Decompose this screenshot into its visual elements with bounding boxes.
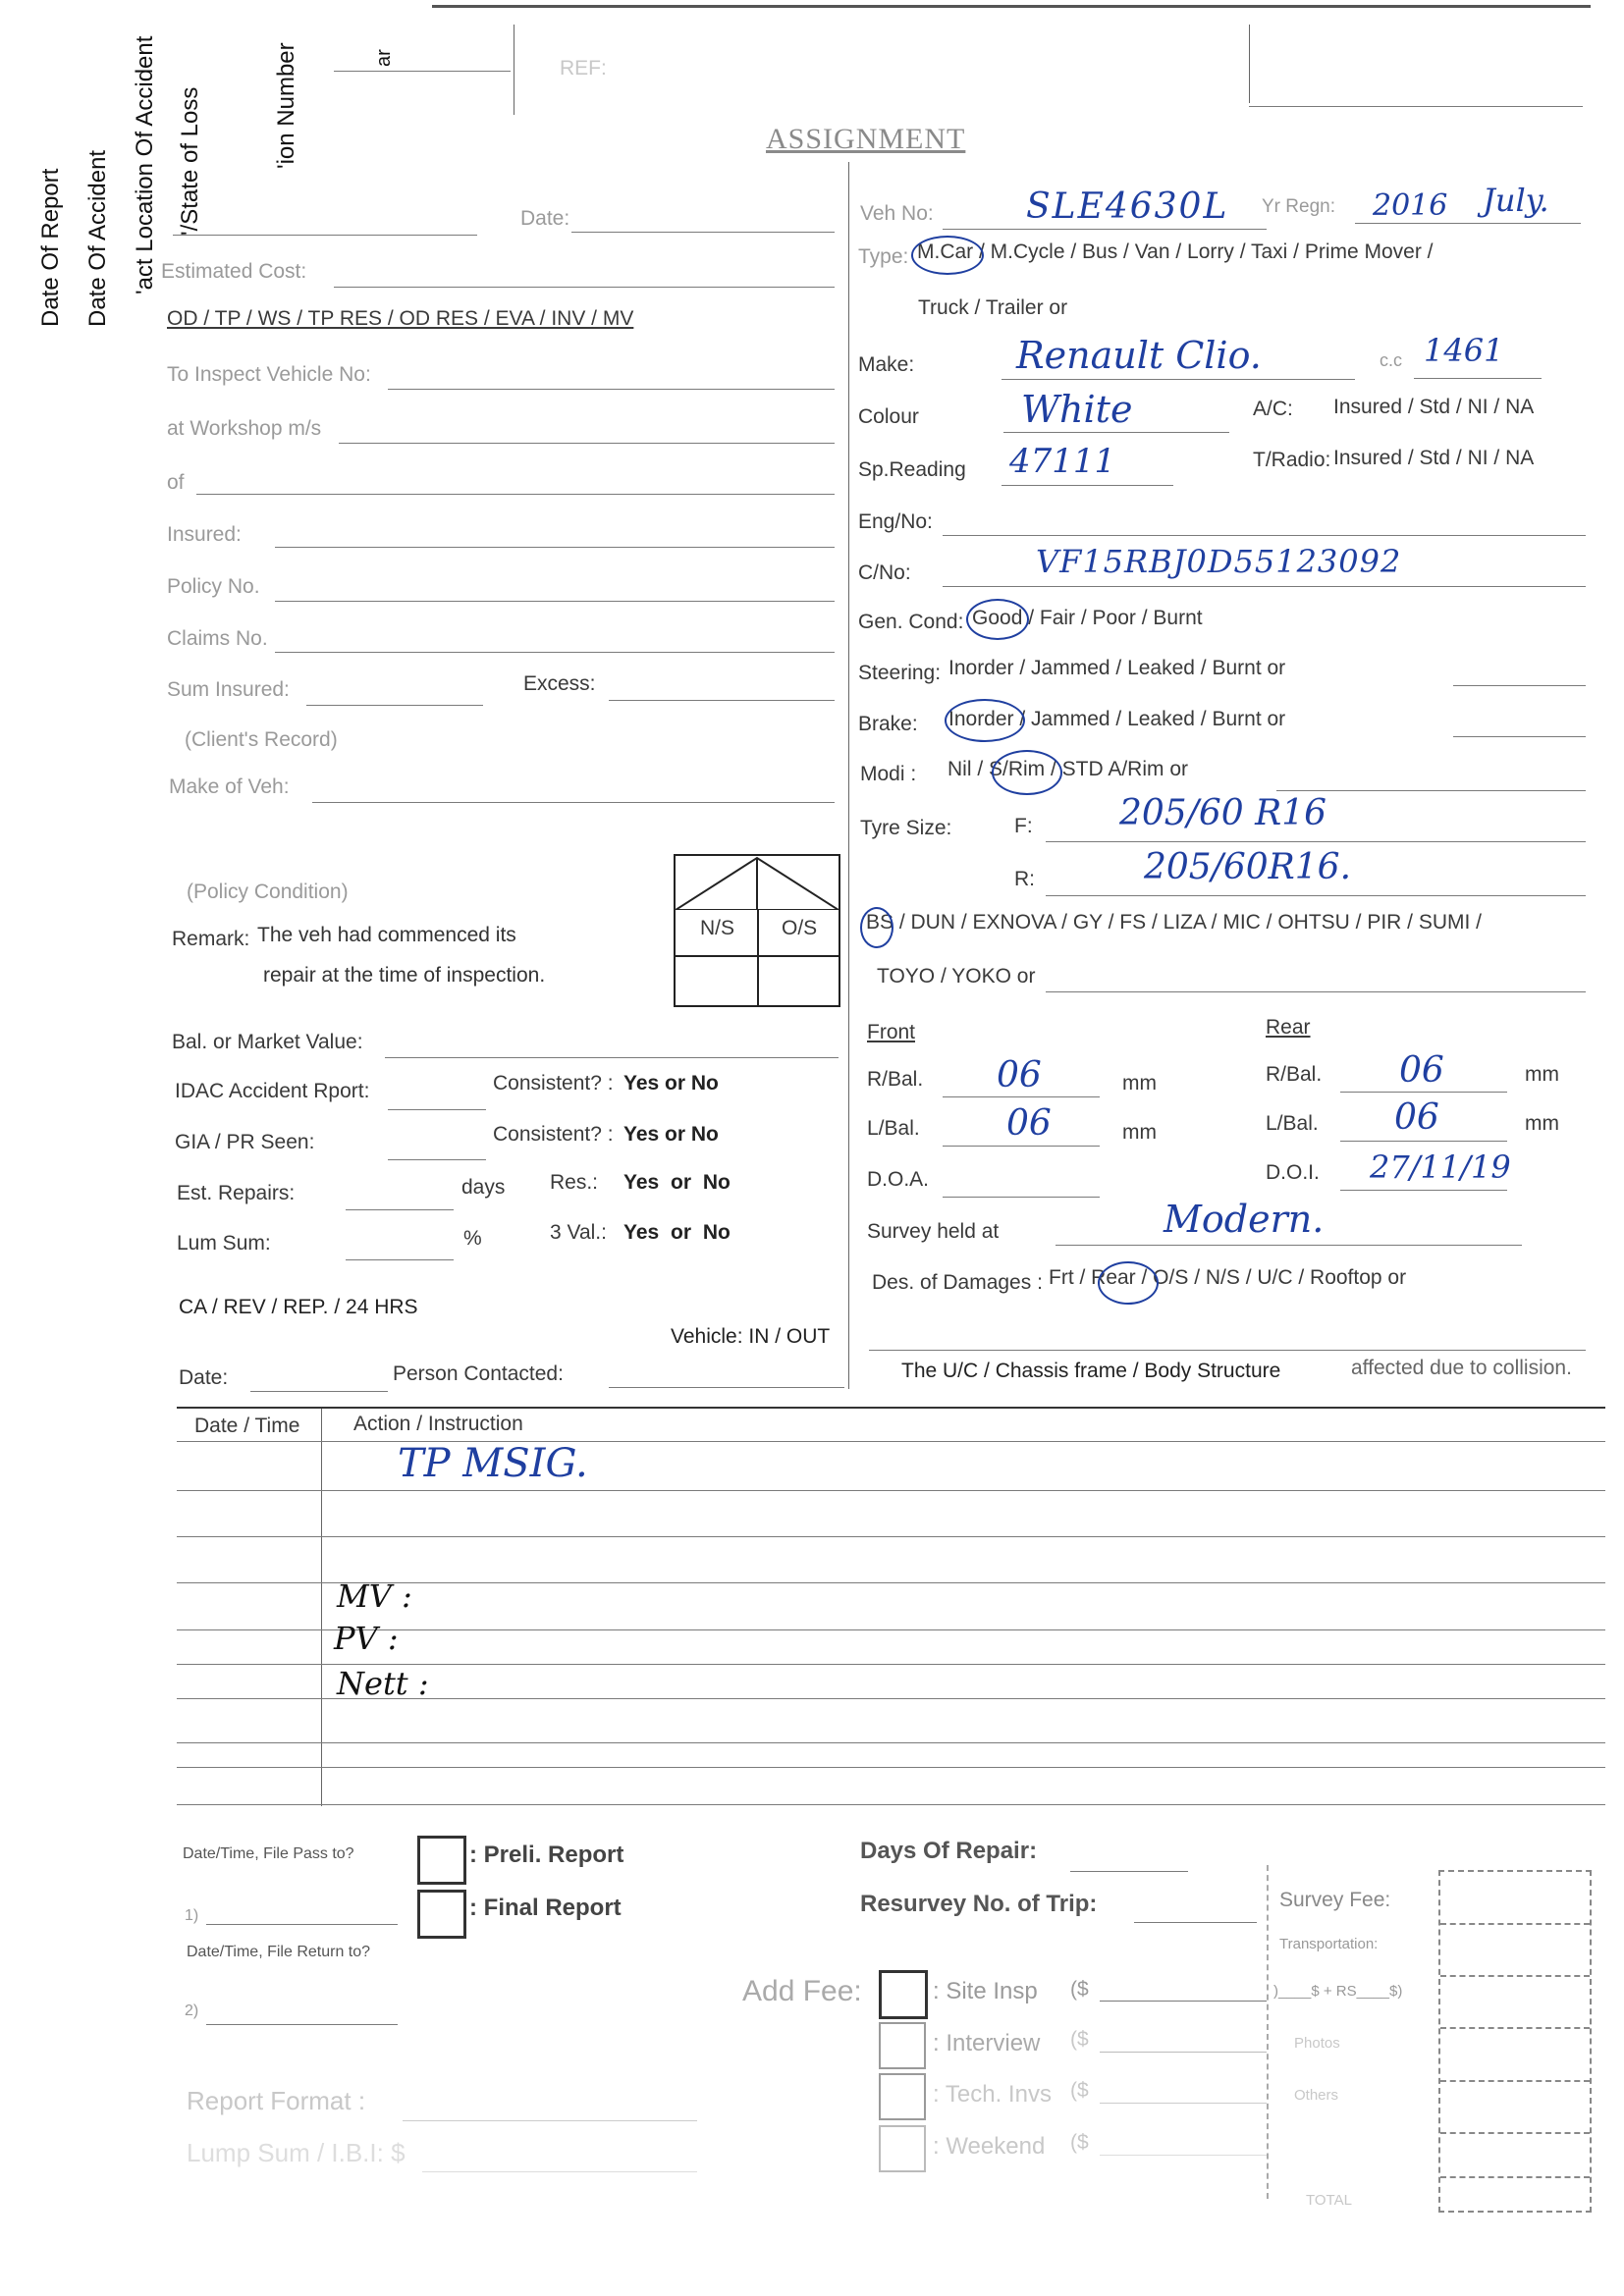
collision-line-rest: affected due to collision. [1351, 1357, 1572, 1379]
idac-yes-no[interactable]: Yes or No [623, 1072, 719, 1095]
side-label-exact-location: 'act Location Of Accident [132, 35, 158, 294]
gen-cond-label: Gen. Cond: [858, 611, 964, 633]
make-of-veh-label: Make of Veh: [169, 775, 290, 798]
date-field[interactable] [173, 235, 477, 236]
sum-insured-field[interactable] [306, 705, 483, 706]
fee-row-4 [1440, 2080, 1590, 2082]
policy-condition-label: (Policy Condition) [187, 881, 349, 903]
doi-value: 27/11/19 [1370, 1148, 1511, 1186]
cc-label: c.c [1380, 350, 1403, 370]
sum-insured-label: Sum Insured: [167, 678, 290, 701]
collision-line-bold[interactable]: The U/C / Chassis frame / Body Structure [901, 1360, 1281, 1382]
add-fee-label: Add Fee: [742, 1975, 862, 2007]
steering-label: Steering: [858, 662, 942, 684]
fee-row-1 [1440, 1923, 1590, 1925]
cc-value: 1461 [1424, 332, 1504, 369]
lump-sum-field[interactable] [422, 2171, 697, 2172]
est-repairs-field[interactable] [346, 1209, 454, 1210]
interview-field[interactable] [1100, 2052, 1267, 2053]
tyre-brands-line[interactable]: BS / DUN / EXNOVA / GY / FS / LIZA / MIC / OHTSU / PIR / SUMI / [866, 911, 1483, 934]
ref-divider-right [1249, 25, 1250, 103]
site-insp-dollar: ($ [1070, 1978, 1089, 2001]
veh-no-label: Veh No: [860, 202, 934, 225]
final-report-label: : Final Report [469, 1895, 622, 1921]
inspect-vehicle-label: To Inspect Vehicle No: [167, 363, 371, 386]
des-damages-label: Des. of Damages : [872, 1271, 1043, 1294]
tradio-options[interactable]: Insured / Std / NI / NA [1333, 447, 1535, 469]
resurvey-trip-field[interactable] [1134, 1922, 1257, 1923]
weekend-field[interactable] [1100, 2155, 1267, 2156]
person-contacted-label: Person Contacted: [393, 1362, 564, 1385]
front-label: Front [867, 1021, 916, 1043]
action-row-9 [177, 1767, 1605, 1768]
form-title: ASSIGNMENT [766, 123, 966, 155]
colour-value: White [1021, 388, 1133, 431]
date2-field[interactable] [250, 1391, 388, 1392]
tyre-f-label: F: [1014, 815, 1033, 837]
front-lbal-mm: mm [1122, 1121, 1157, 1144]
ca-rev-rep-line[interactable]: CA / REV / REP. / 24 HRS [179, 1296, 418, 1318]
fee-divider [1267, 1865, 1269, 2199]
file-pass-field[interactable] [206, 1924, 398, 1925]
tyre-f-value: 205/60 R16 [1119, 793, 1327, 833]
c-no-field[interactable] [943, 586, 1586, 587]
action-row-8 [177, 1742, 1605, 1743]
interview-dollar: ($ [1070, 2028, 1089, 2051]
yr-regn-label: Yr Regn: [1262, 196, 1335, 217]
tech-invs-checkbox[interactable] [879, 2073, 926, 2120]
total-label: TOTAL [1306, 2192, 1352, 2209]
lump-sum-label: Lump Sum / I.B.I: $ [187, 2138, 406, 2167]
survey-fee-label: Survey Fee: [1279, 1889, 1391, 1911]
action-row-1 [177, 1441, 1605, 1442]
action-pv: PV : [334, 1620, 399, 1657]
weekend-dollar: ($ [1070, 2131, 1089, 2154]
tech-invs-field[interactable] [1100, 2103, 1267, 2104]
preli-report-label: : Preli. Report [469, 1842, 624, 1868]
excess-field[interactable] [609, 700, 835, 701]
side-label-partial: ar [373, 49, 395, 67]
type-options[interactable]: M.Car / M.Cycle / Bus / Van / Lorry / Taxi / Prime Mover / [917, 240, 1434, 263]
rear-rbal-mm: mm [1525, 1063, 1559, 1086]
remark-label: Remark: [172, 928, 250, 950]
survey-held-value: Modern. [1164, 1198, 1325, 1241]
brake-field[interactable] [1453, 736, 1586, 737]
front-rbal-mm: mm [1122, 1072, 1157, 1095]
action-col-action: Action / Instruction [353, 1413, 523, 1435]
rear-lbal-label: L/Bal. [1266, 1112, 1319, 1135]
diagram-row-line [676, 955, 839, 957]
tyre-r-value: 205/60R16. [1144, 847, 1352, 887]
res-label: Res.: [550, 1171, 599, 1194]
top-rule-left [334, 71, 511, 72]
inspect-vehicle-field[interactable] [388, 389, 835, 390]
roof-shape-icon [676, 856, 839, 910]
bal-market-field[interactable] [385, 1057, 839, 1058]
tech-invs-dollar: ($ [1070, 2079, 1089, 2102]
side-label-action-number: 'ion Number [273, 42, 299, 169]
date2-label: Date: [179, 1366, 229, 1389]
clients-record-label: (Client's Record) [185, 728, 338, 751]
side-label-report-date: Date Of Report [37, 168, 64, 327]
brake-options[interactable]: Inorder / Jammed / Leaked / Burnt or [948, 708, 1286, 730]
site-insp-field[interactable] [1100, 2001, 1267, 2002]
percent-label: % [463, 1227, 482, 1250]
side-label-state-of-loss: '/State of Loss [177, 86, 203, 236]
ac-options[interactable]: Insured / Std / NI / NA [1333, 396, 1535, 418]
days-of-repair-label: Days Of Repair: [860, 1838, 1038, 1864]
sp-reading-field[interactable] [1001, 485, 1173, 486]
fee-row-2 [1440, 1975, 1590, 1977]
action-entry-1: TP MSIG. [398, 1441, 588, 1486]
modi-options[interactable]: Nil / S/Rim / STD A/Rim or [947, 758, 1189, 780]
action-row-3 [177, 1536, 1605, 1537]
item-2: 2) [185, 2002, 199, 2019]
doi-field[interactable] [1340, 1190, 1507, 1191]
remark-text-1: The veh had commenced its [257, 924, 516, 946]
fee-amount-column [1438, 1870, 1592, 2213]
three-val-yes-no[interactable]: Yes or No [623, 1221, 731, 1244]
gia-label: GIA / PR Seen: [175, 1131, 315, 1153]
sp-reading-value: 47111 [1009, 442, 1116, 481]
final-report-checkbox[interactable] [417, 1890, 466, 1939]
remark-text-2: repair at the time of inspection. [263, 964, 546, 987]
preli-report-checkbox[interactable] [417, 1836, 466, 1885]
tech-invs-label: : Tech. Invs [933, 2081, 1052, 2108]
veh-no-value: SLE4630L [1026, 187, 1229, 227]
idac-label: IDAC Accident Rport: [175, 1080, 370, 1102]
make-field[interactable] [1001, 379, 1355, 380]
sp-reading-label: Sp.Reading [858, 458, 966, 481]
days-of-repair-field[interactable] [1070, 1871, 1188, 1872]
modi-label: Modi : [860, 763, 917, 785]
tyre-r-field[interactable] [1046, 895, 1586, 896]
rear-lbal-field[interactable] [1340, 1141, 1507, 1142]
veh-no-field[interactable] [943, 229, 1267, 230]
brake-label: Brake: [858, 713, 918, 735]
make-label: Make: [858, 353, 915, 376]
cc-field[interactable] [1414, 378, 1542, 379]
gia-field[interactable] [388, 1159, 486, 1160]
interview-checkbox[interactable] [879, 2022, 926, 2069]
tyre-brands-field[interactable] [1046, 991, 1586, 992]
des-damages-field[interactable] [869, 1350, 1586, 1351]
estimated-cost-label: Estimated Cost: [161, 260, 307, 283]
est-repairs-label: Est. Repairs: [177, 1182, 296, 1204]
top-line [432, 5, 1591, 8]
site-insp-checkbox[interactable] [879, 1970, 928, 2019]
report-format-label: Report Format : [187, 2086, 366, 2115]
of-field[interactable] [196, 494, 835, 495]
rear-rbal-label: R/Bal. [1266, 1063, 1323, 1086]
action-row-10 [177, 1804, 1605, 1805]
tyre-size-label: Tyre Size: [860, 817, 952, 839]
claims-no-field[interactable] [275, 652, 835, 653]
front-rbal-field[interactable] [943, 1096, 1100, 1097]
rear-lbal-value: 06 [1394, 1097, 1439, 1138]
days-label: days [461, 1176, 506, 1199]
of-label: of [167, 471, 185, 494]
front-rbal-value: 06 [997, 1055, 1042, 1095]
others-label: Others [1294, 2087, 1339, 2104]
rear-rbal-value: 06 [1399, 1050, 1444, 1091]
os-label: O/S [782, 917, 818, 939]
rear-label: Rear [1266, 1016, 1311, 1039]
idac-consistent-label: Consistent? : [493, 1072, 614, 1095]
type-label: Type: [858, 245, 909, 268]
rear-rbal-field[interactable] [1340, 1092, 1507, 1093]
front-lbal-value: 06 [1006, 1103, 1052, 1144]
top-rule-right [1249, 106, 1583, 107]
make-of-veh-field[interactable] [312, 802, 835, 803]
damage-selected-circle [1098, 1261, 1159, 1305]
policy-no-field[interactable] [275, 601, 835, 602]
c-no-label: C/No: [858, 561, 911, 584]
gia-consistent-label: Consistent? : [493, 1123, 614, 1146]
tradio-label: T/Radio: [1253, 449, 1331, 471]
des-damages-options[interactable]: Frt / Rear / O/S / N/S / U/C / Rooftop or [1049, 1266, 1407, 1289]
tyre-brands-line-2[interactable]: TOYO / YOKO or [877, 965, 1036, 988]
report-format-field[interactable] [403, 2120, 697, 2121]
excess-label: Excess: [523, 672, 596, 695]
eng-no-label: Eng/No: [858, 510, 933, 533]
make-value: Renault Clio. [1016, 334, 1262, 377]
insured-field[interactable] [275, 547, 835, 548]
action-nett: Nett : [337, 1665, 429, 1702]
type-options-2[interactable]: Truck / Trailer or [918, 296, 1068, 319]
ns-os-diagram [674, 854, 840, 1007]
lum-sum-field[interactable] [346, 1259, 454, 1260]
tyre-f-field[interactable] [1046, 841, 1586, 842]
c-no-value: VF15RBJ0D55123092 [1036, 543, 1402, 580]
yr-regn-month: July. [1483, 182, 1549, 219]
action-col-divider [321, 1409, 322, 1806]
colour-field[interactable] [1003, 432, 1229, 433]
doa-field[interactable] [943, 1197, 1100, 1198]
gia-yes-no[interactable]: Yes or No [623, 1123, 719, 1146]
ns-label: N/S [700, 917, 735, 939]
brand-selected-circle [860, 907, 893, 948]
workshop-label: at Workshop m/s [167, 417, 322, 440]
eng-no-field[interactable] [943, 535, 1586, 536]
colour-label: Colour [858, 405, 919, 428]
tyre-r-label: R: [1014, 868, 1035, 890]
action-row-2 [177, 1490, 1605, 1491]
steering-field[interactable] [1453, 685, 1586, 686]
steering-options[interactable]: Inorder / Jammed / Leaked / Burnt or [948, 657, 1286, 679]
gen-cond-selected-circle [966, 599, 1029, 640]
file-return-label: Date/Time, File Return to? [187, 1944, 371, 1960]
transport-calc: )____$ + RS____$) [1273, 1983, 1403, 2000]
survey-held-label: Survey held at [867, 1220, 1000, 1243]
site-insp-label: : Site Insp [933, 1978, 1038, 2004]
policy-no-label: Policy No. [167, 575, 260, 598]
action-table-top [177, 1407, 1605, 1409]
column-divider [848, 162, 849, 1389]
modi-field[interactable] [1276, 790, 1586, 791]
bal-market-label: Bal. or Market Value: [172, 1031, 363, 1053]
yr-regn-field[interactable] [1355, 223, 1581, 224]
front-lbal-field[interactable] [943, 1146, 1100, 1147]
vehicle-in-out[interactable]: Vehicle: IN / OUT [671, 1325, 831, 1348]
date-label: Date: [520, 207, 570, 230]
ref-label: REF: [560, 57, 607, 80]
resurvey-trip-label: Resurvey No. of Trip: [860, 1891, 1098, 1917]
idac-field[interactable] [388, 1109, 486, 1110]
modi-selected-circle [992, 750, 1062, 795]
fee-row-6 [1440, 2176, 1590, 2178]
rear-lbal-mm: mm [1525, 1112, 1559, 1135]
insured-label: Insured: [167, 523, 242, 546]
res-yes-no[interactable]: Yes or No [623, 1171, 731, 1194]
front-rbal-label: R/Bal. [867, 1068, 924, 1091]
estimated-cost-field[interactable] [334, 287, 835, 288]
claims-no-label: Claims No. [167, 627, 268, 650]
transportation-label: Transportation: [1279, 1936, 1379, 1952]
front-lbal-label: L/Bal. [867, 1117, 920, 1140]
fee-row-5 [1440, 2132, 1590, 2134]
file-return-field[interactable] [206, 2024, 398, 2025]
survey-held-field[interactable] [1056, 1245, 1522, 1246]
interview-label: : Interview [933, 2030, 1041, 2056]
three-val-label: 3 Val.: [550, 1221, 607, 1244]
file-pass-label: Date/Time, File Pass to? [183, 1845, 354, 1862]
gen-cond-options[interactable]: Good / Fair / Poor / Burnt [972, 607, 1203, 629]
doi-label: D.O.I. [1266, 1161, 1320, 1184]
side-label-accident-date: Date Of Accident [84, 149, 111, 327]
person-contacted-field[interactable] [609, 1387, 844, 1388]
ac-label: A/C: [1253, 398, 1293, 420]
diagram-mid-line [757, 910, 759, 1005]
action-mv: MV : [337, 1577, 412, 1615]
action-col-date: Date / Time [194, 1415, 300, 1437]
item-1: 1) [185, 1907, 199, 1924]
photos-label: Photos [1294, 2035, 1340, 2052]
date-field-2[interactable] [571, 232, 835, 233]
weekend-checkbox[interactable] [879, 2125, 926, 2172]
weekend-label: : Weekend [933, 2133, 1046, 2160]
lum-sum-label: Lum Sum: [177, 1232, 271, 1255]
doa-label: D.O.A. [867, 1168, 930, 1191]
workshop-field[interactable] [339, 443, 835, 444]
type-selected-circle [911, 236, 984, 275]
yr-regn-value: 2016 [1373, 188, 1448, 223]
fee-row-3 [1440, 2027, 1590, 2029]
brake-selected-circle [945, 699, 1025, 742]
claim-type-options: OD / TP / WS / TP RES / OD RES / EVA / INV / MV [167, 307, 634, 330]
